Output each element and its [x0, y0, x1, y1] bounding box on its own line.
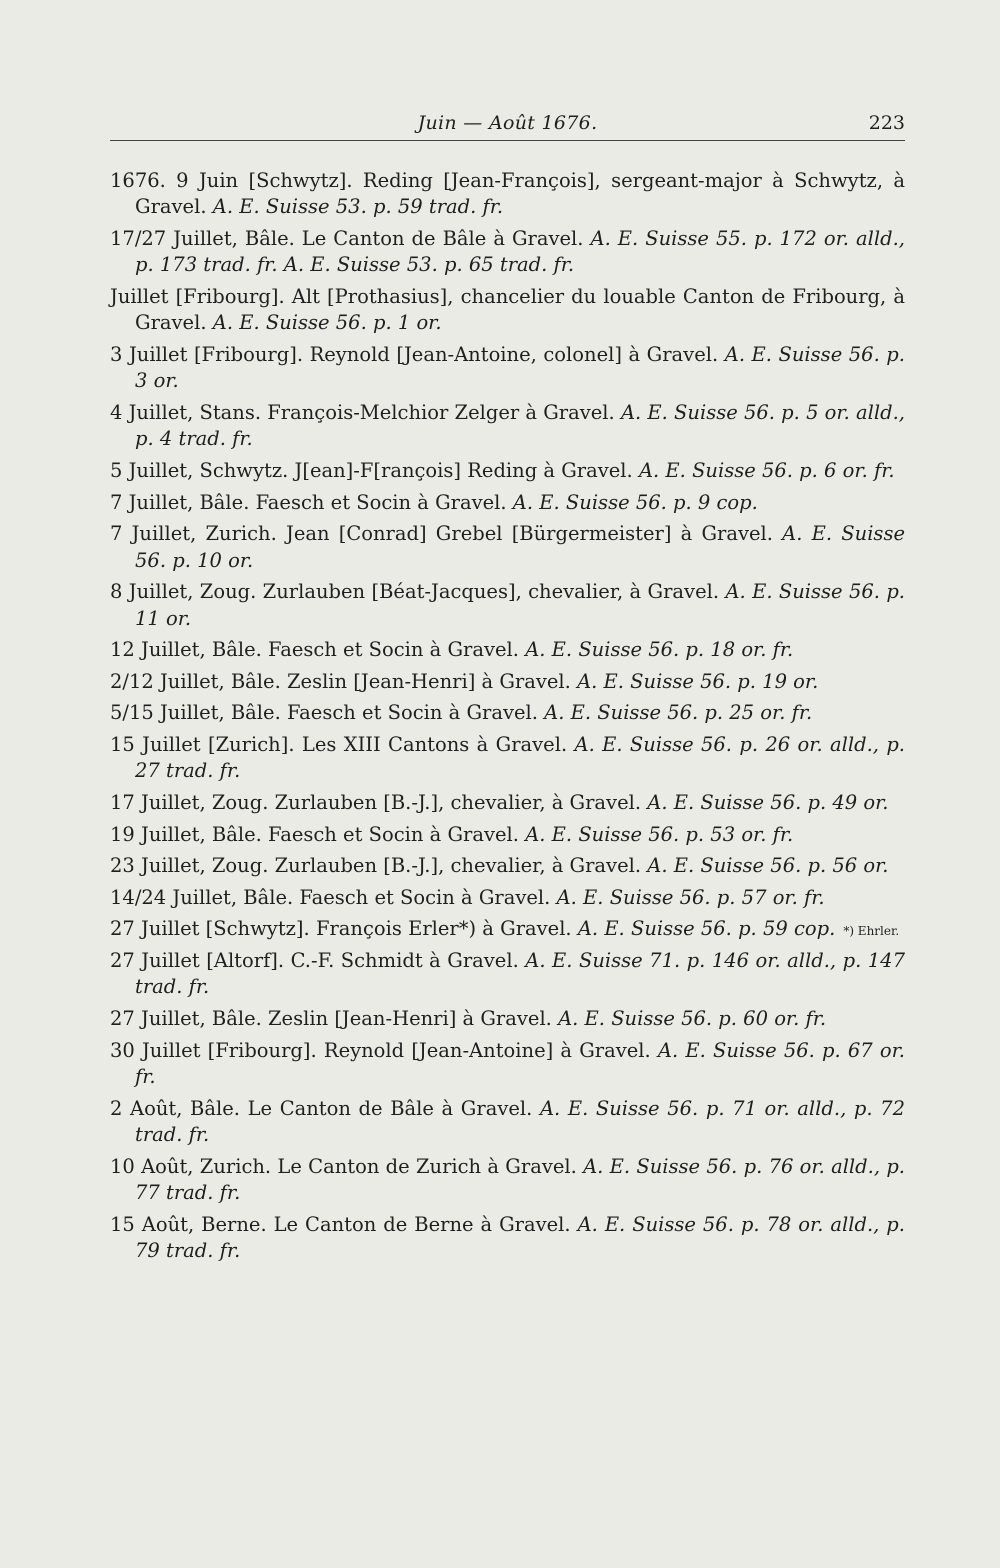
entry-item: 10 Août, Zurich. Le Canton de Zurich à Gravel. A. E. Suisse 56. p. 76 or. alld., p. 77 trad. fr.	[110, 1154, 905, 1204]
entry-item: 7 Juillet, Zurich. Jean [Conrad] Grebel [Bürgermeister] à Gravel. A. E. Suisse 56. p. 10 or.	[110, 522, 905, 572]
entry-item: 27 Juillet [Schwytz]. François Erler*) à Gravel. A. E. Suisse 56. p. 59 cop. *) Ehrler.	[110, 917, 900, 941]
entry-item: 4 Juillet, Stans. François-Melchior Zelger à Gravel. A. E. Suisse 56. p. 5 or. alld., p. 4 trad. fr.	[110, 401, 905, 451]
entry-item: 1676. 9 Juin [Schwytz]. Reding [Jean-François], sergeant-major à Schwytz, à Gravel. A. E. Suisse 53. p. 59 trad. fr.	[110, 169, 905, 219]
header-rule	[110, 140, 905, 141]
running-title: Juin — Août 1676.	[417, 112, 598, 134]
entry-item: 7 Juillet, Bâle. Faesch et Socin à Gravel. A. E. Suisse 56. p. 9 cop.	[110, 490, 758, 514]
entry-item: 2/12 Juillet, Bâle. Zeslin [Jean-Henri] à Gravel. A. E. Suisse 56. p. 19 or.	[110, 669, 819, 693]
entry-item: 5 Juillet, Schwytz. J[ean]-F[rançois] Reding à Gravel. A. E. Suisse 56. p. 6 or. fr.	[110, 459, 895, 482]
entry-list	[110, 168, 905, 1270]
entry-item: 17 Juillet, Zoug. Zurlauben [B.-J.], chevalier, à Gravel. A. E. Suisse 56. p. 49 or.	[110, 790, 889, 814]
entry-item: 19 Juillet, Bâle. Faesch et Socin à Gravel. A. E. Suisse 56. p. 53 or. fr.	[110, 822, 794, 846]
entry-item: 15 Juillet [Zurich]. Les XIII Cantons à Gravel. A. E. Suisse 56. p. 26 or. alld., p. 27 trad. fr.	[110, 732, 906, 783]
entry-item: 15 Août, Berne. Le Canton de Berne à Gravel. A. E. Suisse 56. p. 78 or. alld., p. 79 trad. fr.	[110, 1212, 905, 1262]
entry-item: 14/24 Juillet, Bâle. Faesch et Socin à Gravel. A. E. Suisse 56. p. 57 or. fr.	[110, 885, 825, 909]
entry-item: 23 Juillet, Zoug. Zurlauben [B.-J.], chevalier, à Gravel. A. E. Suisse 56. p. 56 or.	[110, 854, 889, 878]
entry-item: 2 Août, Bâle. Le Canton de Bâle à Gravel. A. E. Suisse 56. p. 71 or. alld., p. 72 trad. fr.	[110, 1096, 905, 1146]
entry-item: 27 Juillet [Altorf]. C.-F. Schmidt à Gravel. A. E. Suisse 71. p. 146 or. alld., p. 147 trad. fr.	[110, 948, 906, 999]
running-head	[110, 108, 905, 138]
entry-item: 3 Juillet [Fribourg]. Reynold [Jean-Antoine, colonel] à Gravel. A. E. Suisse 56. p. 3 or.	[110, 343, 905, 393]
footnote: *) Ehrler.	[843, 924, 900, 939]
entry-item: 5/15 Juillet, Bâle. Faesch et Socin à Gravel. A. E. Suisse 56. p. 25 or. fr.	[110, 701, 813, 725]
entry-item: 27 Juillet, Bâle. Zeslin [Jean-Henri] à Gravel. A. E. Suisse 56. p. 60 or. fr.	[110, 1006, 827, 1030]
page-number: 223	[868, 112, 905, 134]
entry-item: 8 Juillet, Zoug. Zurlauben [Béat-Jacques], chevalier, à Gravel. A. E. Suisse 56. p. 11 or.	[110, 580, 906, 630]
entry-item: Juillet [Fribourg]. Alt [Prothasius], chancelier du louable Canton de Fribourg, à Gravel. A. E. Suisse 56. p. 1 or.	[110, 285, 905, 335]
entry-item: 17/27 Juillet, Bâle. Le Canton de Bâle à Gravel. A. E. Suisse 55. p. 172 or. alld., p. 173 trad. fr. A. E. Suisse 53. p. 65 trad. fr.	[110, 227, 905, 277]
entry-item: 12 Juillet, Bâle. Faesch et Socin à Gravel. A. E. Suisse 56. p. 18 or. fr.	[110, 638, 794, 662]
entry-item: 30 Juillet [Fribourg]. Reynold [Jean-Antoine] à Gravel. A. E. Suisse 56. p. 67 or. fr.	[110, 1038, 905, 1088]
